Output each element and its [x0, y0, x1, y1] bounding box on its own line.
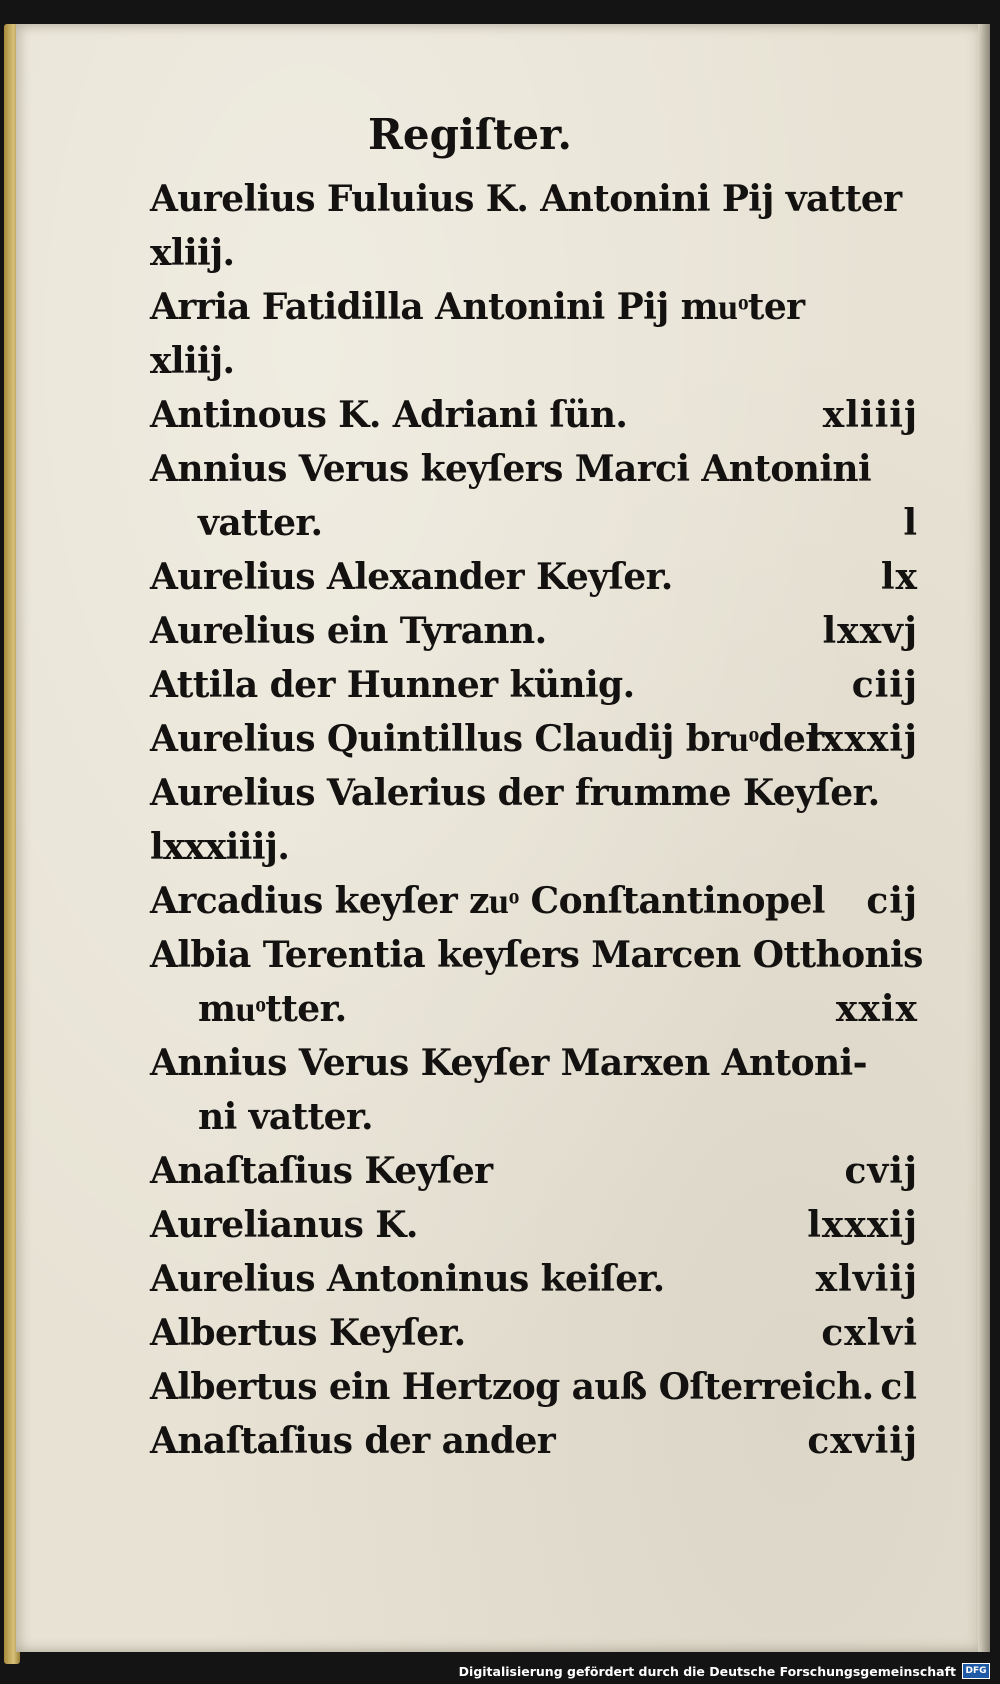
- register-entry: [150, 604, 918, 658]
- entry-name: Aurelius Quintillus Claudij bruͦder: [150, 718, 824, 760]
- register-entry: [150, 1414, 918, 1468]
- entry-page-number: cxviij: [807, 1420, 918, 1462]
- entry-name: Antinous K. Adriani ſün.: [150, 394, 628, 436]
- entry-page-number: cxlvi: [821, 1312, 918, 1354]
- entry-name: Anaſtaſius der ander: [150, 1420, 556, 1462]
- page-right-shadow: [978, 24, 990, 1652]
- entry-name: Annius Verus Keyſer Marxen Antoni-: [150, 1042, 867, 1084]
- register-entries: [150, 172, 923, 1468]
- register-entry: [150, 1198, 918, 1252]
- register-entry: [150, 334, 918, 388]
- entry-name: xliij.: [150, 340, 235, 382]
- entry-name: xliij.: [150, 232, 235, 274]
- entry-name: Aurelius Alexander Keyſer.: [150, 556, 673, 598]
- entry-name: Annius Verus keyſers Marci Antonini: [150, 448, 872, 490]
- entry-page-number: xliiij: [822, 394, 918, 436]
- register-entry: [150, 1360, 918, 1414]
- entry-name: Aurelianus K.: [150, 1204, 418, 1246]
- register-entry: [150, 280, 918, 334]
- entry-page-number: lx: [880, 556, 918, 598]
- running-header-text: Regiſter.: [367, 110, 573, 159]
- entry-page-number: cij: [866, 880, 918, 922]
- entry-name: Albia Terentia keyſers Marcen Otthonis: [150, 934, 923, 976]
- register-entry: [150, 442, 918, 496]
- register-entry: [150, 820, 918, 874]
- entry-page-number: lxxxij: [807, 1204, 918, 1246]
- register-entry: [150, 550, 918, 604]
- register-entry: [150, 1306, 918, 1360]
- entry-name: Anaſtaſius Keyſer: [150, 1150, 493, 1192]
- register-entry: [150, 1036, 918, 1090]
- entry-name: Aurelius Antoninus keiſer.: [150, 1258, 665, 1300]
- entry-name: Albertus Keyſer.: [150, 1312, 466, 1354]
- register-entry: [150, 1252, 918, 1306]
- entry-page-number: cl: [880, 1366, 918, 1408]
- entry-name: Aurelius Fuluius K. Antonini Pij vatter: [150, 178, 902, 220]
- dfg-logo-icon: DFG: [962, 1663, 990, 1679]
- entry-page-number: lxxvj: [822, 610, 918, 652]
- entry-name: Albertus ein Hertzog auß Oſterreich.: [150, 1366, 874, 1408]
- register-entry: [150, 388, 918, 442]
- register-entry: [150, 1144, 918, 1198]
- register-entry: [150, 982, 918, 1036]
- footer-credit: [459, 1660, 990, 1682]
- footer-credit-text: Digitalisierung gefördert durch die Deutsche Forschungsgemeinschaft: [458, 1663, 956, 1679]
- entry-page-number: xxix: [835, 988, 918, 1030]
- entry-name: Attila der Hunner künig.: [150, 664, 635, 706]
- entry-name: Arcadius keyſer zuͦ Conſtantinopel: [150, 880, 825, 922]
- register-entry: [150, 1090, 918, 1144]
- running-header: [0, 110, 1000, 159]
- register-entry: [150, 874, 918, 928]
- register-entry: [150, 172, 918, 226]
- entry-page-number: xlviij: [815, 1258, 918, 1300]
- register-entry: [150, 496, 918, 550]
- entry-name: vatter.: [198, 502, 323, 544]
- entry-page-number: lxxxij: [807, 718, 918, 760]
- entry-page-number: cvij: [844, 1150, 918, 1192]
- entry-name: Aurelius ein Tyrann.: [150, 610, 547, 652]
- register-entry: [150, 658, 918, 712]
- register-entry: [150, 766, 918, 820]
- entry-name: Aurelius Valerius der frumme Keyſer.: [150, 772, 880, 814]
- entry-name: muͦtter.: [198, 988, 347, 1030]
- entry-page-number: ciij: [851, 664, 918, 706]
- register-entry: [150, 928, 923, 982]
- entry-name: Arria Fatidilla Antonini Pij muͦter: [150, 286, 805, 328]
- entry-page-number: l: [903, 502, 918, 544]
- register-entry: [150, 712, 918, 766]
- entry-name: lxxxiiij.: [150, 826, 290, 868]
- register-entry: [150, 226, 918, 280]
- entry-name: ni vatter.: [198, 1096, 373, 1138]
